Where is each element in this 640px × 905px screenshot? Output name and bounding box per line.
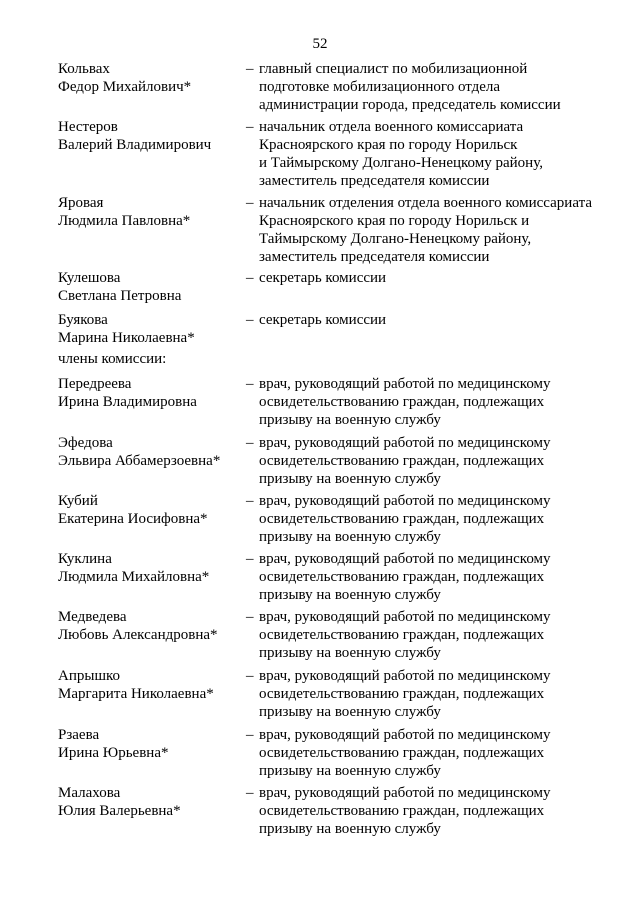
dash-separator: –	[246, 61, 254, 77]
member-name: Кубий Екатерина Иосифовна*	[58, 493, 208, 527]
member-name: Эфедова Эльвира Аббамерзоевна*	[58, 435, 221, 469]
member-name: Малахова Юлия Валерьевна*	[58, 785, 181, 819]
member-role: врач, руководящий работой по медицинскому освидетельствованию граждан, подлежащих призыву на военную службу	[259, 785, 551, 837]
dash-separator: –	[246, 668, 254, 684]
page-number: 52	[312, 36, 328, 52]
member-role: врач, руководящий работой по медицинскому освидетельствованию граждан, подлежащих призыву на военную службу	[259, 609, 551, 661]
dash-separator: –	[246, 785, 254, 801]
member-name: Передреева Ирина Владимировна	[58, 376, 197, 410]
dash-separator: –	[246, 312, 254, 328]
dash-separator: –	[246, 609, 254, 625]
dash-separator: –	[246, 270, 254, 286]
dash-separator: –	[246, 551, 254, 567]
member-name: Кулешова Светлана Петровна	[58, 270, 182, 304]
dash-separator: –	[246, 376, 254, 392]
member-name: Апрышко Маргарита Николаевна*	[58, 668, 214, 702]
member-role: начальник отделения отдела военного комиссариата Красноярского края по городу Норильск и Таймырскому Долгано-Ненецкому району, заместитель председателя комиссии	[259, 195, 592, 265]
member-role: врач, руководящий работой по медицинскому освидетельствованию граждан, подлежащих призыву на военную службу	[259, 668, 551, 720]
dash-separator: –	[246, 435, 254, 451]
member-role: главный специалист по мобилизационной подготовке мобилизационного отдела администрации города, председатель комиссии	[259, 61, 561, 113]
member-role: врач, руководящий работой по медицинскому освидетельствованию граждан, подлежащих призыву на военную службу	[259, 493, 551, 545]
member-name: Куклина Людмила Михайловна*	[58, 551, 210, 585]
member-name: Рзаева Ирина Юрьевна*	[58, 727, 169, 761]
member-name: Буякова Марина Николаевна*	[58, 312, 195, 346]
member-role: врач, руководящий работой по медицинскому освидетельствованию граждан, подлежащих призыву на военную службу	[259, 435, 551, 487]
member-role: врач, руководящий работой по медицинскому освидетельствованию граждан, подлежащих призыву на военную службу	[259, 551, 551, 603]
member-name: Нестеров Валерий Владимирович	[58, 119, 212, 153]
member-role: врач, руководящий работой по медицинскому освидетельствованию граждан, подлежащих призыву на военную службу	[259, 727, 551, 779]
member-role: секретарь комиссии	[259, 312, 387, 328]
dash-separator: –	[246, 727, 254, 743]
member-role: начальник отдела военного комиссариата Красноярского края по городу Норильск и Таймырскому Долгано-Ненецкому району, заместитель председателя комиссии	[259, 119, 543, 189]
member-role: секретарь комиссии	[259, 270, 387, 286]
dash-separator: –	[246, 119, 254, 135]
members-section-heading: члены комиссии:	[58, 351, 167, 367]
dash-separator: –	[246, 493, 254, 509]
member-name: Кольвах Федор Михайлович*	[58, 61, 192, 95]
member-name: Медведева Любовь Александровна*	[58, 609, 218, 643]
member-name: Яровая Людмила Павловна*	[58, 195, 191, 229]
dash-separator: –	[246, 195, 254, 211]
member-role: врач, руководящий работой по медицинскому освидетельствованию граждан, подлежащих призыву на военную службу	[259, 376, 551, 428]
